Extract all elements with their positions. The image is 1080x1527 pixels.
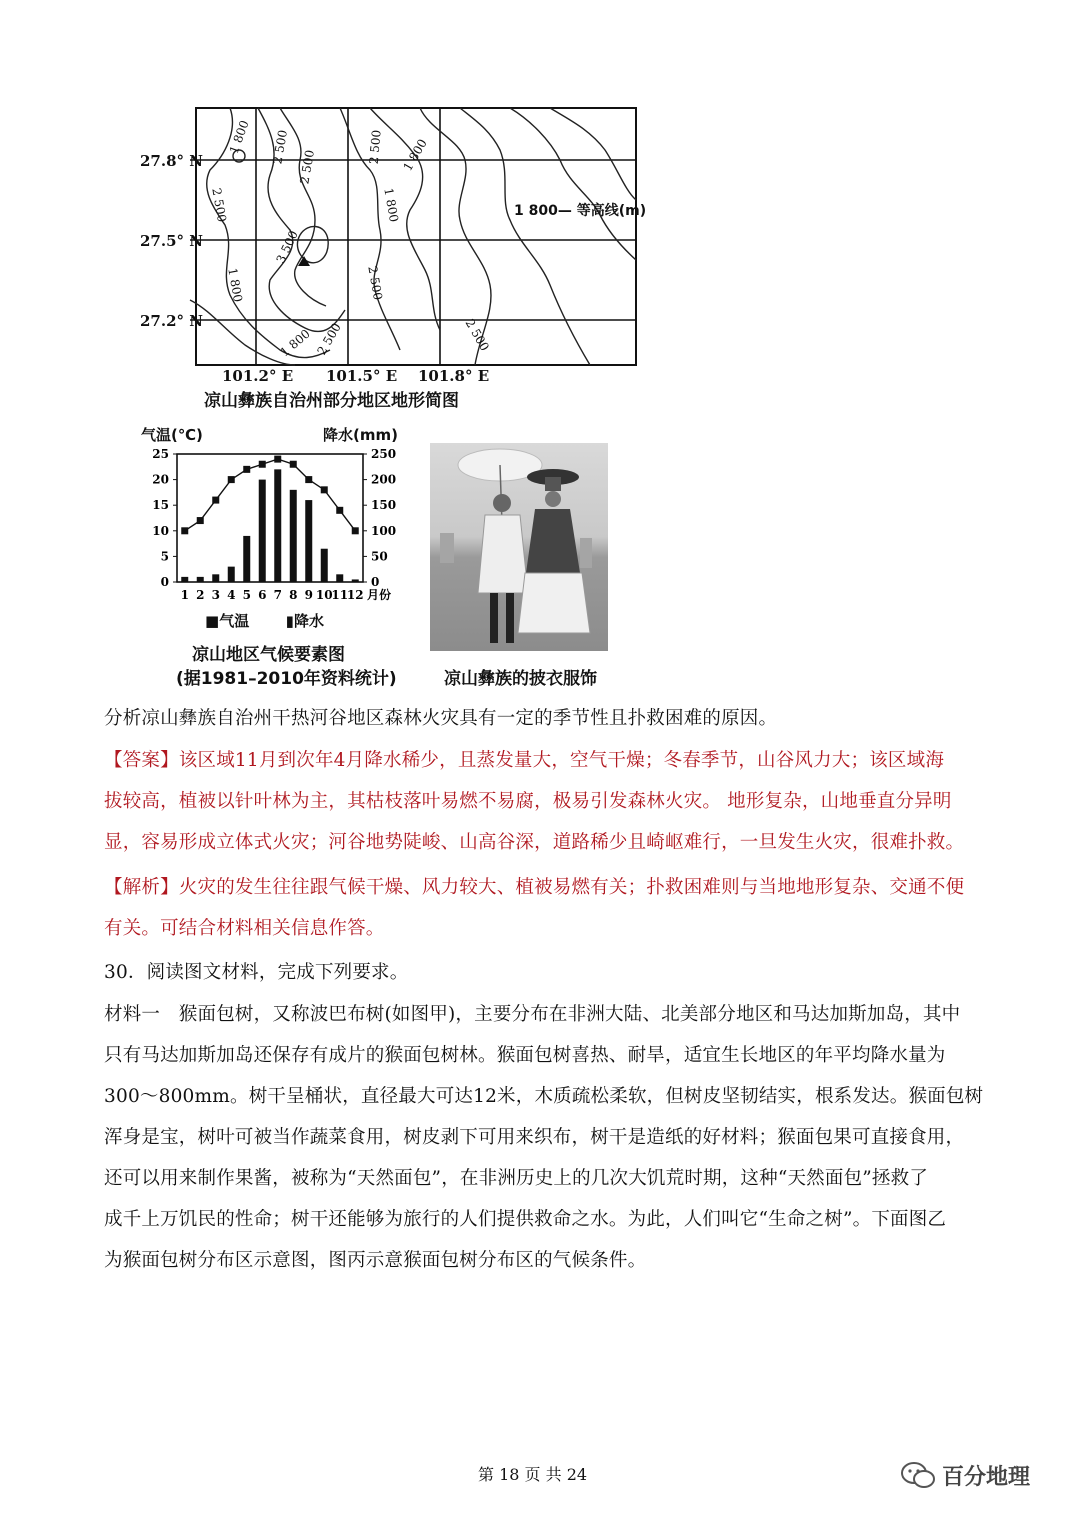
precip-bar <box>321 549 328 582</box>
xtick-label: 1 <box>180 588 189 602</box>
material-line: 浑身是宝，树叶可被当作蔬菜食用，树皮剥下可用来织布，树干是造纸的好材料；猴面包果可直接食用， <box>104 1127 965 1148</box>
answer-line: 【答案】该区域11月到次年4月降水稀少，且蒸发量大，空气干燥；冬春季节，山谷风力大；该区域海 <box>104 750 945 771</box>
contour-label: 2 500 <box>209 186 230 224</box>
temp-point <box>352 527 359 534</box>
ylabel-right: 降水(mm) <box>323 426 398 444</box>
contour-label: 2 500 <box>462 316 492 354</box>
ytick-right-label: 200 <box>371 472 397 487</box>
lon-label: 101.8° E <box>418 367 490 385</box>
photo-caption: 凉山彝族的披衣服饰 <box>444 669 597 689</box>
precip-bar <box>181 577 188 582</box>
xtick-label: 7 <box>273 588 282 602</box>
q30-heading: 30．阅读图文材料，完成下列要求。 <box>104 962 409 983</box>
precip-bar <box>228 567 235 582</box>
material-line: 300～800mm。树干呈桶状，直径最大可达12米，木质疏松柔软，但树皮坚韧结实，根系发达。猴面包树 <box>104 1086 984 1107</box>
contour-label: 1 800 <box>277 326 313 360</box>
watermark <box>900 1460 1030 1491</box>
xtick-label: 4 <box>227 588 236 602</box>
chart-legend <box>205 610 324 631</box>
ytick-left-label: 5 <box>160 549 169 564</box>
xtick-label: 9 <box>304 588 313 602</box>
temp-point <box>197 517 204 524</box>
contour-label: 2 500 <box>365 264 386 302</box>
contour-label: 2 500 <box>314 320 344 358</box>
precip-bar <box>290 490 297 582</box>
temp-point <box>228 476 235 483</box>
temp-point <box>243 466 250 473</box>
precip-bar <box>259 480 266 582</box>
photo-illustration <box>430 443 608 651</box>
temp-point <box>181 527 188 534</box>
plot-frame <box>177 454 363 582</box>
xtick-label: 11 <box>331 588 349 602</box>
answer-block <box>104 740 984 863</box>
answer-line: 拔较高，植被以针叶林为主，其枯枝落叶易燃不易腐，极易引发森林火灾。 地形复杂，山地垂直分异明 <box>104 791 952 812</box>
analysis-line: 【解析】火灾的发生往往跟气候干燥、风力较大、植被易燃有关；扑救困难则与当地地形复杂、交通不便 <box>104 877 965 898</box>
temp-point <box>290 461 297 468</box>
precip-bar <box>305 500 312 582</box>
material-line: 成千上万饥民的性命；树干还能够为旅行的人们提供救命之水。为此，人们叫它“生命之树”。下面图乙 <box>104 1209 947 1230</box>
contour-label: 1 800 <box>381 186 402 224</box>
material-line: 材料一 猴面包树，又称波巴布树(如图甲)，主要分布在非洲大陆、北美部分地区和马达加斯加岛，其中 <box>104 1004 961 1025</box>
ytick-left-label: 10 <box>152 523 169 538</box>
xtick-label: 10 <box>315 588 333 602</box>
temp-line <box>185 459 356 531</box>
contour-label: 1 800 <box>400 136 430 174</box>
precip-bar <box>197 577 204 582</box>
legend-temp-icon: ■ <box>205 612 220 630</box>
climate-chart <box>135 422 410 677</box>
contour-label: 2 500 <box>366 129 384 165</box>
legend-temp-label: 气温 <box>219 612 250 630</box>
xtick-label: 2 <box>196 588 205 602</box>
topo-map <box>130 100 670 400</box>
contour-label: 1 800 <box>226 118 252 156</box>
page-number: 第 18 页 共 24 <box>478 1465 588 1484</box>
ylabel-left: 气温(℃) <box>141 426 203 444</box>
ytick-right-label: 150 <box>371 498 397 513</box>
temp-point <box>274 456 281 463</box>
ytick-right-label: 50 <box>371 549 388 564</box>
question-text: 分析凉山彝族自治州干热河谷地区森林火灾具有一定的季节性且扑救困难的原因。 <box>104 708 778 729</box>
temp-point <box>336 507 343 514</box>
temp-point <box>321 486 328 493</box>
precip-bar <box>243 536 250 582</box>
legend-precip-icon: ▮ <box>285 612 294 630</box>
x-unit-label: 月份 <box>367 588 392 602</box>
costume-photo <box>430 443 608 651</box>
xtick-label: 12 <box>346 588 364 602</box>
precip-bar <box>352 579 359 582</box>
material-line: 只有马达加斯加岛还保存有成片的猴面包树林。猴面包树喜热、耐旱，适宜生长地区的年平均降水量为 <box>104 1045 946 1066</box>
ytick-right-label: 250 <box>371 447 397 461</box>
temp-point <box>305 476 312 483</box>
lat-label: 27.5° N <box>140 232 203 250</box>
xtick-label: 8 <box>289 588 298 602</box>
precip-bar <box>336 574 343 582</box>
ytick-left-label: 15 <box>152 498 169 513</box>
contour-label: 3 500 <box>273 228 301 266</box>
lat-label: 27.8° N <box>140 152 203 170</box>
xtick-label: 3 <box>211 588 220 602</box>
lat-label: 27.2° N <box>140 312 203 330</box>
contour-label: 1 800 <box>225 266 246 304</box>
ytick-left-label: 0 <box>160 575 169 589</box>
answer-line: 显，容易形成立体式火灾；河谷地势陡峻、山高谷深，道路稀少且崎岖难行，一旦发生火灾，很难扑救。 <box>104 832 965 853</box>
legend-precip-label: 降水 <box>293 612 324 630</box>
contour-label: 2 500 <box>297 148 318 186</box>
temp-point <box>212 497 219 504</box>
topo-map-title: 凉山彝族自治州部分地区地形简图 <box>204 391 459 411</box>
temp-point <box>259 461 266 468</box>
analysis-block <box>104 867 984 949</box>
watermark-text: 百分地理 <box>942 1465 1031 1490</box>
ytick-left-label: 20 <box>152 472 169 487</box>
ytick-left-label: 25 <box>152 447 169 461</box>
precip-bar <box>274 469 281 582</box>
analysis-label: 【解析】 <box>104 877 179 898</box>
contour-legend: 1 800— 等高线(m) <box>514 203 647 219</box>
xtick-label: 6 <box>258 588 267 602</box>
answer-label: 【答案】 <box>104 750 179 771</box>
chart-subtitle: (据1981–2010年资料统计) <box>176 669 397 689</box>
wechat-icon <box>900 1461 936 1491</box>
climate-plot <box>135 446 410 631</box>
lon-label: 101.2° E <box>222 367 294 385</box>
material-line: 还可以用来制作果酱，被称为“天然面包”，在非洲历史上的几次大饥荒时期，这种“天然面包”拯救了 <box>104 1168 929 1189</box>
contour-label: 2 500 <box>270 128 291 166</box>
lon-label: 101.5° E <box>326 367 398 385</box>
ytick-right-label: 0 <box>371 575 380 589</box>
chart-title: 凉山地区气候要素图 <box>192 645 345 665</box>
analysis-line: 有关。可结合材料相关信息作答。 <box>104 918 385 939</box>
precip-bar <box>212 574 219 582</box>
xtick-label: 5 <box>242 588 251 602</box>
topo-map-svg <box>130 100 670 400</box>
q30-material <box>104 994 984 1281</box>
material-line: 为猴面包树分布区示意图，图丙示意猴面包树分布区的气候条件。 <box>104 1250 647 1271</box>
ytick-right-label: 100 <box>371 523 397 538</box>
